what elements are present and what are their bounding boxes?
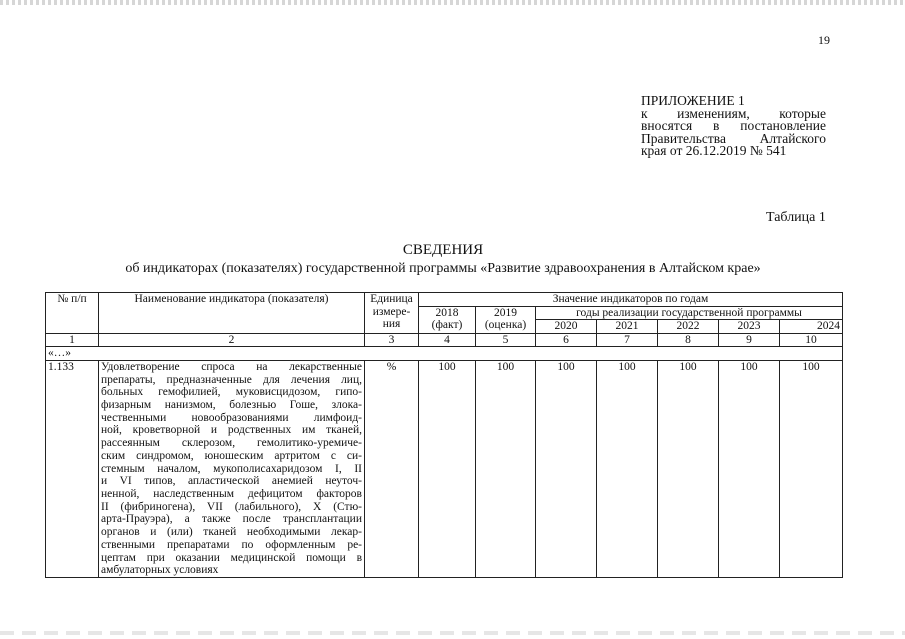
indicator-name-line: препараты, предназначенные для лечения лиц, [101,373,362,386]
column-number: 7 [597,333,658,347]
indicator-name-line: Удовлетворение спроса на лекарственные [101,360,362,373]
scan-edge-bottom [0,631,905,635]
indicator-name-line: физарным нанизмом, болезнью Гоше, злока- [101,399,362,412]
column-number: 2 [99,333,365,347]
scan-edge-top [0,0,905,5]
header-num: № п/п [46,293,99,334]
header-year: 2019 [494,306,517,319]
appendix-title: ПРИЛОЖЕНИЕ 1 [641,93,745,108]
header-year: 2018 [435,306,459,319]
appendix-line: края от 26.12.2019 № 541 [641,143,787,158]
header-values-group: Значение индикаторов по годам [419,293,843,307]
column-number: 5 [476,333,536,347]
column-number: 10 [780,333,843,347]
indicator-name-line: ским синдромом, юношеским артритом с си- [101,449,362,462]
column-number: 8 [658,333,719,347]
table-row [46,360,843,577]
indicator-name-line: II (фибриногена), VII (лабильного), X (Стю- [101,500,362,513]
indicator-name-line: амбулаторных условиях [101,564,219,577]
value-2020: 100 [536,360,597,577]
value-2024: 100 [780,360,843,577]
indicator-name-line: больных гемофилией, муковисцидозом, гипо- [101,386,362,399]
header-year-2019 [476,306,536,333]
appendix-line: Правительства Алтайского [641,130,826,146]
indicator-name-line: органов и (или) тканей необходимыми лекар- [101,526,362,539]
column-number: 3 [365,333,419,347]
ellipsis-row: «…» [46,347,843,361]
column-number: 6 [536,333,597,347]
header-unit-line: Единица [370,293,413,305]
header-year-2024: 2024 [780,320,843,334]
header-program-years: годы реализации государственной программы [536,306,843,320]
header-year-note: (факт) [431,319,463,332]
indicator-name-line: рассеянным склерозом, гемолитико-уремиче- [101,437,362,450]
value-2019: 100 [476,360,536,577]
indicators-table [45,292,843,578]
indicator-name-line: арта-Прауэра), а также после трансплантации [101,513,362,526]
row-number: 1.133 [46,360,99,577]
page-number: 19 [818,33,830,47]
document-title: СВЕДЕНИЯ [402,242,484,258]
header-unit-line: ния [382,318,401,331]
indicator-name-line: и VI типов, апластической анемией неуточ- [101,475,362,488]
indicator-name-line: ненной, наследственным дефицитом факторов [101,488,362,500]
header-unit [365,293,419,334]
column-number: 9 [719,333,780,347]
header-year-note: (оценка) [484,319,527,332]
indicator-name-line: ственными препаратами по оформленным ре- [101,538,362,551]
indicator-name-line: чественными новообразованиями лимфоид- [101,411,362,424]
header-year-2022: 2022 [658,320,719,334]
value-2021: 100 [597,360,658,577]
indicator-name-line: стемным началом, мукополисахаридозом I, II [101,462,362,475]
header-name: Наименование индикатора (показателя) [99,293,365,334]
header-year-2020: 2020 [536,320,597,334]
column-number: 4 [419,333,476,347]
appendix-line: вносятся в постановление [641,118,826,133]
value-2023: 100 [719,360,780,577]
value-2022: 100 [658,360,719,577]
table-label: Таблица 1 [766,210,826,225]
document-subtitle: об индикаторах (показателях) государственной программы «Развитие здравоохранения в Алтайском крае» [125,261,761,276]
header-year-2018 [419,306,476,333]
unit-cell: % [365,360,419,577]
indicator-name-line: ной, кроветворной и родственных им тканей, [101,424,362,437]
header-year-2023: 2023 [719,320,780,334]
appendix-block [641,95,826,158]
appendix-line: к изменениям, которые [641,105,826,121]
value-2018: 100 [419,360,476,577]
indicator-name-line: цептам при оказании медицинской помощи в [101,551,362,564]
indicator-name [99,360,365,577]
header-unit-line: измере- [372,305,411,318]
column-number: 1 [46,333,99,347]
header-year-2021: 2021 [597,320,658,334]
